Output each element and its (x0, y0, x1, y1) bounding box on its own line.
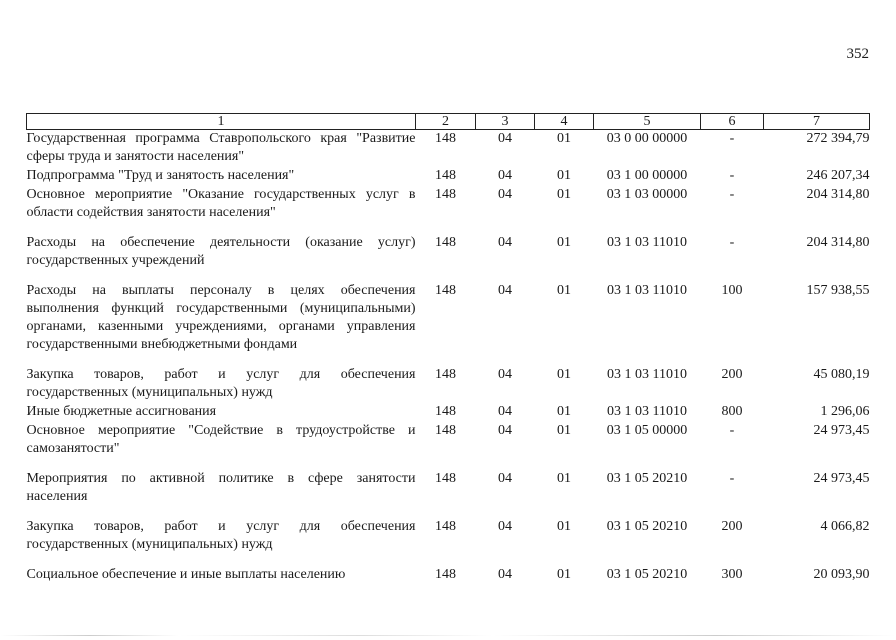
row-ministry: 148 (435, 567, 456, 582)
header-row (27, 114, 870, 130)
row-amount: 272 394,79 (806, 131, 870, 146)
row-subsection: 01 (557, 283, 571, 298)
row-target-article: 03 1 05 20210 (606, 519, 688, 534)
row-subsection: 01 (557, 404, 571, 419)
row-subsection: 01 (557, 471, 571, 486)
header-col-6: 6 (701, 114, 764, 130)
row-expense-type: 800 (721, 404, 743, 419)
row-subsection: 01 (557, 131, 571, 146)
row-name: Закупка товаров, работ и услуг для обеспечения государственных (муниципальных) нужд (26, 519, 416, 552)
row-amount: 45 080,19 (813, 367, 870, 382)
row-amount: 157 938,55 (806, 283, 870, 298)
row-expense-type: 200 (721, 519, 743, 534)
row-name: Государственная программа Ставропольского края "Развитие сферы труда и занятости населения" (26, 131, 416, 164)
row-target-article: 03 1 03 11010 (607, 235, 687, 250)
row-subsection: 01 (557, 168, 571, 183)
table-row (27, 282, 870, 366)
row-subsection: 01 (557, 187, 571, 202)
row-target-article: 03 1 03 11010 (607, 404, 687, 419)
row-section: 04 (498, 404, 512, 419)
row-expense-type: 300 (721, 567, 743, 582)
page-number: 352 (846, 46, 869, 62)
row-target-article: 03 1 03 00000 (606, 187, 688, 202)
header-col-1: 1 (27, 114, 416, 130)
row-target-article: 03 1 00 00000 (606, 168, 688, 183)
row-target-article: 03 0 00 00000 (606, 131, 688, 146)
table-row (27, 167, 870, 186)
row-ministry: 148 (435, 187, 456, 202)
row-name: Закупка товаров, работ и услуг для обеспечения государственных (муниципальных) нужд (26, 367, 416, 400)
row-name: Подпрограмма "Труд и занятость населения" (26, 168, 295, 183)
budget-table (26, 113, 870, 585)
row-expense-type: - (729, 187, 735, 202)
row-expense-type: 200 (721, 367, 743, 382)
table-row (27, 403, 870, 422)
row-amount: 24 973,45 (813, 471, 870, 486)
table-row (27, 518, 870, 566)
row-section: 04 (498, 187, 512, 202)
row-section: 04 (498, 283, 512, 298)
row-section: 04 (498, 168, 512, 183)
header-col-7: 7 (764, 114, 870, 130)
row-ministry: 148 (435, 423, 456, 438)
table-row (27, 130, 870, 168)
row-expense-type: - (729, 168, 735, 183)
row-name: Основное мероприятие "Оказание государственных услуг в области содействия занятости населения" (26, 187, 416, 220)
table-row (27, 470, 870, 518)
header-col-2: 2 (416, 114, 476, 130)
row-subsection: 01 (557, 567, 571, 582)
row-ministry: 148 (435, 404, 456, 419)
row-ministry: 148 (435, 235, 456, 250)
row-name: Иные бюджетные ассигнования (26, 404, 217, 419)
row-name: Расходы на выплаты персоналу в целях обеспечения выполнения функций государственными (муниципальными) органами, казенными учреждениями, органами управления государственными внебюджетными фондами (26, 283, 416, 352)
table-row (27, 366, 870, 403)
header-col-3: 3 (476, 114, 535, 130)
row-section: 04 (498, 423, 512, 438)
row-expense-type: - (729, 131, 735, 146)
row-subsection: 01 (557, 423, 571, 438)
table-row (27, 422, 870, 470)
table-row (27, 234, 870, 282)
row-amount: 204 314,80 (806, 235, 870, 250)
row-ministry: 148 (435, 519, 456, 534)
scan-artifact-line (0, 635, 896, 636)
row-expense-type: 100 (721, 283, 743, 298)
row-section: 04 (498, 519, 512, 534)
row-amount: 4 066,82 (820, 519, 870, 534)
row-ministry: 148 (435, 131, 456, 146)
row-subsection: 01 (557, 367, 571, 382)
table-row (27, 186, 870, 234)
row-amount: 246 207,34 (806, 168, 870, 183)
row-target-article: 03 1 05 00000 (606, 423, 688, 438)
row-section: 04 (498, 235, 512, 250)
row-amount: 1 296,06 (820, 404, 870, 419)
row-target-article: 03 1 05 20210 (606, 567, 688, 582)
row-name: Социальное обеспечение и иные выплаты населению (26, 567, 346, 582)
row-expense-type: - (729, 423, 735, 438)
row-expense-type: - (729, 471, 735, 486)
table-row (27, 566, 870, 585)
row-ministry: 148 (435, 367, 456, 382)
row-target-article: 03 1 03 11010 (607, 283, 687, 298)
header-col-4: 4 (535, 114, 594, 130)
row-expense-type: - (729, 235, 735, 250)
row-ministry: 148 (435, 471, 456, 486)
row-section: 04 (498, 131, 512, 146)
row-amount: 204 314,80 (806, 187, 870, 202)
row-section: 04 (498, 471, 512, 486)
row-subsection: 01 (557, 235, 571, 250)
row-subsection: 01 (557, 519, 571, 534)
row-ministry: 148 (435, 283, 456, 298)
row-name: Основное мероприятие "Содействие в трудоустройстве и самозанятости" (26, 423, 416, 456)
header-col-5: 5 (594, 114, 701, 130)
row-target-article: 03 1 05 20210 (606, 471, 688, 486)
row-amount: 20 093,90 (813, 567, 870, 582)
row-amount: 24 973,45 (813, 423, 870, 438)
row-target-article: 03 1 03 11010 (607, 367, 687, 382)
row-ministry: 148 (435, 168, 456, 183)
row-section: 04 (498, 567, 512, 582)
row-name: Мероприятия по активной политике в сфере занятости населения (26, 471, 416, 504)
row-section: 04 (498, 367, 512, 382)
row-name: Расходы на обеспечение деятельности (оказание услуг) государственных учреждений (26, 235, 416, 268)
